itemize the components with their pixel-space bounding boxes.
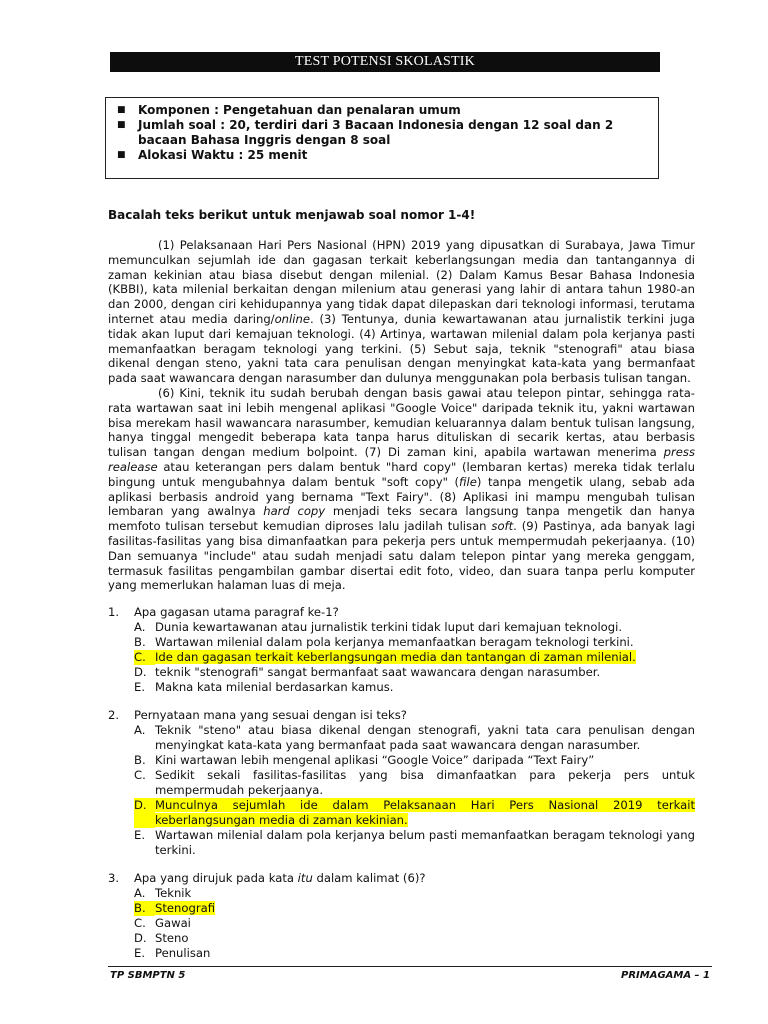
question-number: 3. xyxy=(108,871,120,885)
option-letter: A. xyxy=(134,886,146,900)
answer-option xyxy=(134,635,695,650)
answer-option xyxy=(134,650,695,665)
footer-left-label: TP SBMPTN 5 xyxy=(110,970,186,981)
question-item xyxy=(108,871,695,961)
option-label: Teknik xyxy=(155,886,192,900)
info-list xyxy=(114,103,648,163)
option-text xyxy=(155,680,695,695)
italic-text: itu xyxy=(297,871,313,885)
option-text xyxy=(155,753,695,768)
answer-option xyxy=(134,886,695,901)
info-item-jumlah-soal xyxy=(114,118,648,148)
option-text xyxy=(155,620,695,635)
option-text xyxy=(155,931,695,946)
question-text xyxy=(134,708,695,723)
text-run: . (9) Pastinya, ada banyak lagi fasilitas-fasilitas yang bisa dimanfaatkan para pekerja pers untuk mempermudah pekerjaanya. (10) Dan semuanya "include" atau sudah menjadi satu dalam telepon pintar yang mereka genggam, termasuk fasilitas pengambilan gambar disertai edit foto, video, dan suara tanpa perlu komputer yang memerlukan halaman luas di meja. xyxy=(108,519,695,593)
text-run: dalam kalimat (6)? xyxy=(312,871,426,885)
passage-paragraph-1 xyxy=(108,238,695,386)
option-letter: A. xyxy=(134,620,146,634)
option-label: teknik "stenografi" sangat bermanfaat saat wawancara dengan narasumber. xyxy=(155,665,601,679)
option-text xyxy=(155,723,695,753)
question-number: 2. xyxy=(108,708,120,722)
footer-divider xyxy=(108,966,712,967)
question-text xyxy=(134,871,695,886)
question-stem xyxy=(108,605,695,620)
highlighted-answer: Ide dan gagasan terkait keberlangsungan media dan tantangan di zaman milenial. xyxy=(155,650,636,664)
answer-option xyxy=(134,946,695,961)
square-bullet-icon: ■ xyxy=(117,150,126,160)
info-box xyxy=(105,97,659,179)
option-letter: B. xyxy=(134,753,146,767)
info-item-alokasi-waktu xyxy=(114,148,648,163)
answer-option xyxy=(134,753,695,768)
text-run: (1) Pelaksanaan Hari Pers Nasional (HPN) 2019 yang dipusatkan di Surabaya, Jawa Timur memunculkan sejumlah ide dan gagasan terkait keberlangsungan media dan tantangannya di zaman kekinian atau biasa disebut dengan milenial. (2) Dalam Kamus Besar Bahasa Indonesia (KBBI), kata milenial berkaitan dengan milenium atau generasi yang lahir di antara tahun 1980-an dan 2000, dengan ciri kehidupannya yang tidak dapat dilepaskan dari teknologi informasi, terutama internet atau media daring/ xyxy=(108,238,695,326)
option-text xyxy=(155,916,695,931)
option-text xyxy=(155,768,695,798)
reading-passage xyxy=(108,238,695,593)
highlighted-answer: Munculnya sejumlah ide dalam Pelaksanaan Hari Pers Nasional 2019 terkait keberlangsungan media di zaman kekinian. xyxy=(155,798,695,827)
info-item-text: Jumlah soal : 20, terdiri dari 3 Bacaan Indonesia dengan 12 soal dan 2 bacaan Bahasa Inggris dengan 8 soal xyxy=(138,118,614,147)
question-item xyxy=(108,708,695,858)
option-text xyxy=(155,650,695,665)
option-text xyxy=(155,798,695,828)
text-run: Pernyataan mana yang sesuai dengan isi teks? xyxy=(134,708,407,722)
option-label: Gawai xyxy=(155,916,191,930)
italic-text: soft xyxy=(491,519,514,534)
info-item-text: Komponen : Pengetahuan dan penalaran umum xyxy=(138,103,461,117)
info-item-text: Alokasi Waktu : 25 menit xyxy=(138,148,308,162)
answer-option xyxy=(134,931,695,946)
answer-option xyxy=(134,768,695,798)
footer-right-label: PRIMAGAMA – 1 xyxy=(621,970,710,981)
text-run: (6) Kini, teknik itu sudah berubah dengan basis gawai atau telepon pintar, sehingga rata-rata wartawan saat ini lebih mengenal aplikasi "Google Voice" daripada teknik itu, yakni wartawan bisa merekam hasil wawancara narasumber, kemudian keluarannya dalam bentuk tulisan langsung, hanya tinggal mengedit beberapa kata tanpa harus dituliskan di secarik kertas, atau berbasis tulisan tangan dengan medium bolpoint. (7) Di zaman kini, apabila wartawan menerima xyxy=(108,385,695,460)
answer-option xyxy=(134,828,695,858)
italic-text: hard copy xyxy=(263,504,326,519)
text-run: Apa gagasan utama paragraf ke-1? xyxy=(134,605,339,619)
option-text xyxy=(155,665,695,680)
answer-options xyxy=(134,620,695,695)
italic-text: file xyxy=(459,474,477,489)
answer-option xyxy=(134,723,695,753)
option-letter: D. xyxy=(134,798,155,828)
option-letter: D. xyxy=(134,931,147,945)
italic-text: online xyxy=(274,311,310,326)
question-item xyxy=(108,605,695,695)
option-label: Kini wartawan lebih mengenal aplikasi “Google Voice” daripada “Text Fairy” xyxy=(155,753,595,767)
reading-instruction: Bacalah teks berikut untuk menjawab soal nomor 1-4! xyxy=(108,208,476,222)
question-stem xyxy=(108,708,695,723)
answer-option xyxy=(134,916,695,931)
option-letter: C. xyxy=(134,650,155,665)
option-label: Makna kata milenial berdasarkan kamus. xyxy=(155,680,394,694)
answer-options xyxy=(134,723,695,858)
option-label: Sedikit sekali fasilitas-fasilitas yang bisa dimanfaatkan para pekerja pers untuk mempermudah pekerjaanya. xyxy=(155,768,695,797)
italic-text: press realease xyxy=(108,445,695,474)
question-list xyxy=(108,605,695,974)
option-label: Steno xyxy=(155,931,189,945)
answer-option xyxy=(134,665,695,680)
option-text xyxy=(155,828,695,858)
option-label: Teknik "steno" atau biasa dikenal dengan stenografi, yakni tata cara penulisan dengan menyingkat kata-kata yang bermanfaat pada saat wawancara dengan narasumber. xyxy=(155,723,695,752)
text-run: ) tanpa mengetik ulang, sebab ada aplikasi berbasis android yang bernama "Text Fairy". (8) Aplikasi ini mampu mengubah tulisan lembaran yang awalnya xyxy=(108,474,695,519)
option-label: Dunia kewartawanan atau jurnalistik terkini tidak luput dari kemajuan teknologi. xyxy=(155,620,623,634)
option-text xyxy=(155,635,695,650)
option-label: Wartawan milenial dalam pola kerjanya memanfaatkan beragam teknologi terkini. xyxy=(155,635,634,649)
answer-option xyxy=(134,680,695,695)
info-item-komponen xyxy=(114,103,648,118)
text-run: atau keterangan pers dalam bentuk "hard copy" (lembaran kertas) mereka tidak terlalu bingung untuk mengubahnya dalam bentuk "soft copy" ( xyxy=(108,459,695,489)
highlighted-answer: Stenografi xyxy=(155,901,216,915)
answer-option xyxy=(134,620,695,635)
answer-option xyxy=(134,798,695,828)
option-letter: D. xyxy=(134,665,147,679)
option-text xyxy=(155,886,695,901)
option-letter: C. xyxy=(134,768,146,782)
square-bullet-icon: ■ xyxy=(117,105,126,115)
question-text xyxy=(134,605,695,620)
option-letter: E. xyxy=(134,946,146,960)
option-letter: C. xyxy=(134,916,146,930)
option-letter: B. xyxy=(134,635,146,649)
text-run: menjadi teks secara langsung tanpa mengetik dan hanya memfoto tulisan tersebut kemudian diproses lalu jadilah tulisan xyxy=(108,504,695,534)
option-letter: B. xyxy=(134,901,155,916)
option-text xyxy=(155,946,695,961)
option-letter: A. xyxy=(134,723,146,737)
option-text xyxy=(155,901,695,916)
option-letter: E. xyxy=(134,680,146,694)
option-letter: E. xyxy=(134,828,146,842)
option-label: Wartawan milenial dalam pola kerjanya belum pasti memanfaatkan beragam teknologi yang terkini. xyxy=(155,828,695,857)
answer-option xyxy=(134,901,695,916)
answer-options xyxy=(134,886,695,961)
question-stem xyxy=(108,871,695,886)
question-number: 1. xyxy=(108,605,120,619)
passage-paragraph-2 xyxy=(108,386,695,593)
page-title: TEST POTENSI SKOLASTIK xyxy=(110,52,660,72)
text-run: . (3) Tentunya, dunia kewartawanan atau jurnalistik terkini juga tidak akan luput dari kemajuan teknologi. (4) Artinya, wartawan milenial dalam pola kerjanya pasti memanfaatkan beragam teknologi yang terkini. (5) Sebut saja, teknik "stenografi" atau biasa dikenal dengan steno, yakni tata cara penulisan dengan menyingkat kata-kata yang bermanfaat pada saat wawancara dengan narasumber dan dulunya menggunakan pola berbasis tulisan tangan. xyxy=(108,311,695,386)
text-run: Apa yang dirujuk pada kata xyxy=(134,871,298,885)
option-label: Penulisan xyxy=(155,946,211,960)
square-bullet-icon: ■ xyxy=(117,120,126,130)
